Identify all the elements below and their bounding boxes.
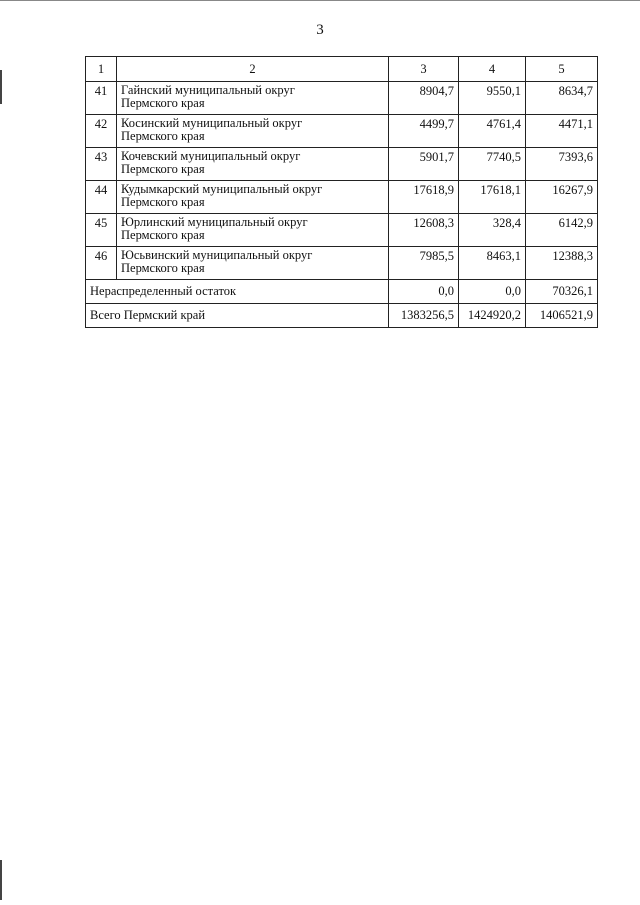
district-name-line1: Косинский муниципальный округ	[121, 116, 303, 130]
value-col4: 328,4	[459, 214, 526, 247]
table-row	[86, 181, 598, 214]
value-col4: 17618,1	[459, 181, 526, 214]
table-row	[86, 82, 598, 115]
table-row	[86, 214, 598, 247]
value-col4: 9550,1	[459, 82, 526, 115]
table-row	[86, 148, 598, 181]
value-col5: 1406521,9	[526, 304, 598, 328]
value-col3: 8904,7	[389, 82, 459, 115]
district-name	[117, 214, 389, 247]
row-index: 44	[86, 181, 117, 214]
district-name-line2: Пермского края	[121, 162, 205, 176]
district-name-line1: Юрлинский муниципальный округ	[121, 215, 308, 229]
value-col3: 5901,7	[389, 148, 459, 181]
value-col4: 4761,4	[459, 115, 526, 148]
value-col5: 8634,7	[526, 82, 598, 115]
page-number: 3	[316, 22, 324, 38]
district-name-line2: Пермского края	[121, 228, 205, 242]
row-index: 41	[86, 82, 117, 115]
district-name-line2: Пермского края	[121, 129, 205, 143]
district-name-line1: Кочевский муниципальный округ	[121, 149, 301, 163]
value-col5: 70326,1	[526, 280, 598, 304]
district-name-line2: Пермского края	[121, 195, 205, 209]
value-col4: 8463,1	[459, 247, 526, 280]
value-col3: 17618,9	[389, 181, 459, 214]
value-col5: 12388,3	[526, 247, 598, 280]
value-col5: 6142,9	[526, 214, 598, 247]
value-col4: 0,0	[459, 280, 526, 304]
district-name-line2: Пермского края	[121, 261, 205, 275]
undistributed-row	[86, 280, 598, 304]
column-header: 2	[117, 57, 389, 82]
column-header: 5	[526, 57, 598, 82]
column-header: 3	[389, 57, 459, 82]
district-name	[117, 181, 389, 214]
district-name-line2: Пермского края	[121, 96, 205, 110]
value-col4: 7740,5	[459, 148, 526, 181]
value-col5: 16267,9	[526, 181, 598, 214]
undistributed-label: Нераспределенный остаток	[86, 280, 389, 304]
column-header: 4	[459, 57, 526, 82]
district-name-line1: Юсьвинский муниципальный округ	[121, 248, 313, 262]
value-col3: 4499,7	[389, 115, 459, 148]
scan-top-edge	[0, 0, 640, 1]
total-label: Всего Пермский край	[86, 304, 389, 328]
table-header-row	[86, 57, 598, 82]
row-index: 42	[86, 115, 117, 148]
value-col3: 1383256,5	[389, 304, 459, 328]
value-col3: 0,0	[389, 280, 459, 304]
table-row	[86, 247, 598, 280]
budget-table	[85, 56, 598, 328]
scan-left-mark	[0, 70, 2, 104]
district-name	[117, 247, 389, 280]
column-header: 1	[86, 57, 117, 82]
value-col5: 7393,6	[526, 148, 598, 181]
row-index: 45	[86, 214, 117, 247]
total-row	[86, 304, 598, 328]
row-index: 43	[86, 148, 117, 181]
table-row	[86, 115, 598, 148]
value-col3: 7985,5	[389, 247, 459, 280]
district-name-line1: Кудымкарский муниципальный округ	[121, 182, 323, 196]
row-index: 46	[86, 247, 117, 280]
value-col5: 4471,1	[526, 115, 598, 148]
district-name	[117, 148, 389, 181]
district-name	[117, 115, 389, 148]
scan-left-mark	[0, 860, 2, 900]
value-col4: 1424920,2	[459, 304, 526, 328]
district-name-line1: Гайнский муниципальный округ	[121, 83, 295, 97]
value-col3: 12608,3	[389, 214, 459, 247]
district-name	[117, 82, 389, 115]
